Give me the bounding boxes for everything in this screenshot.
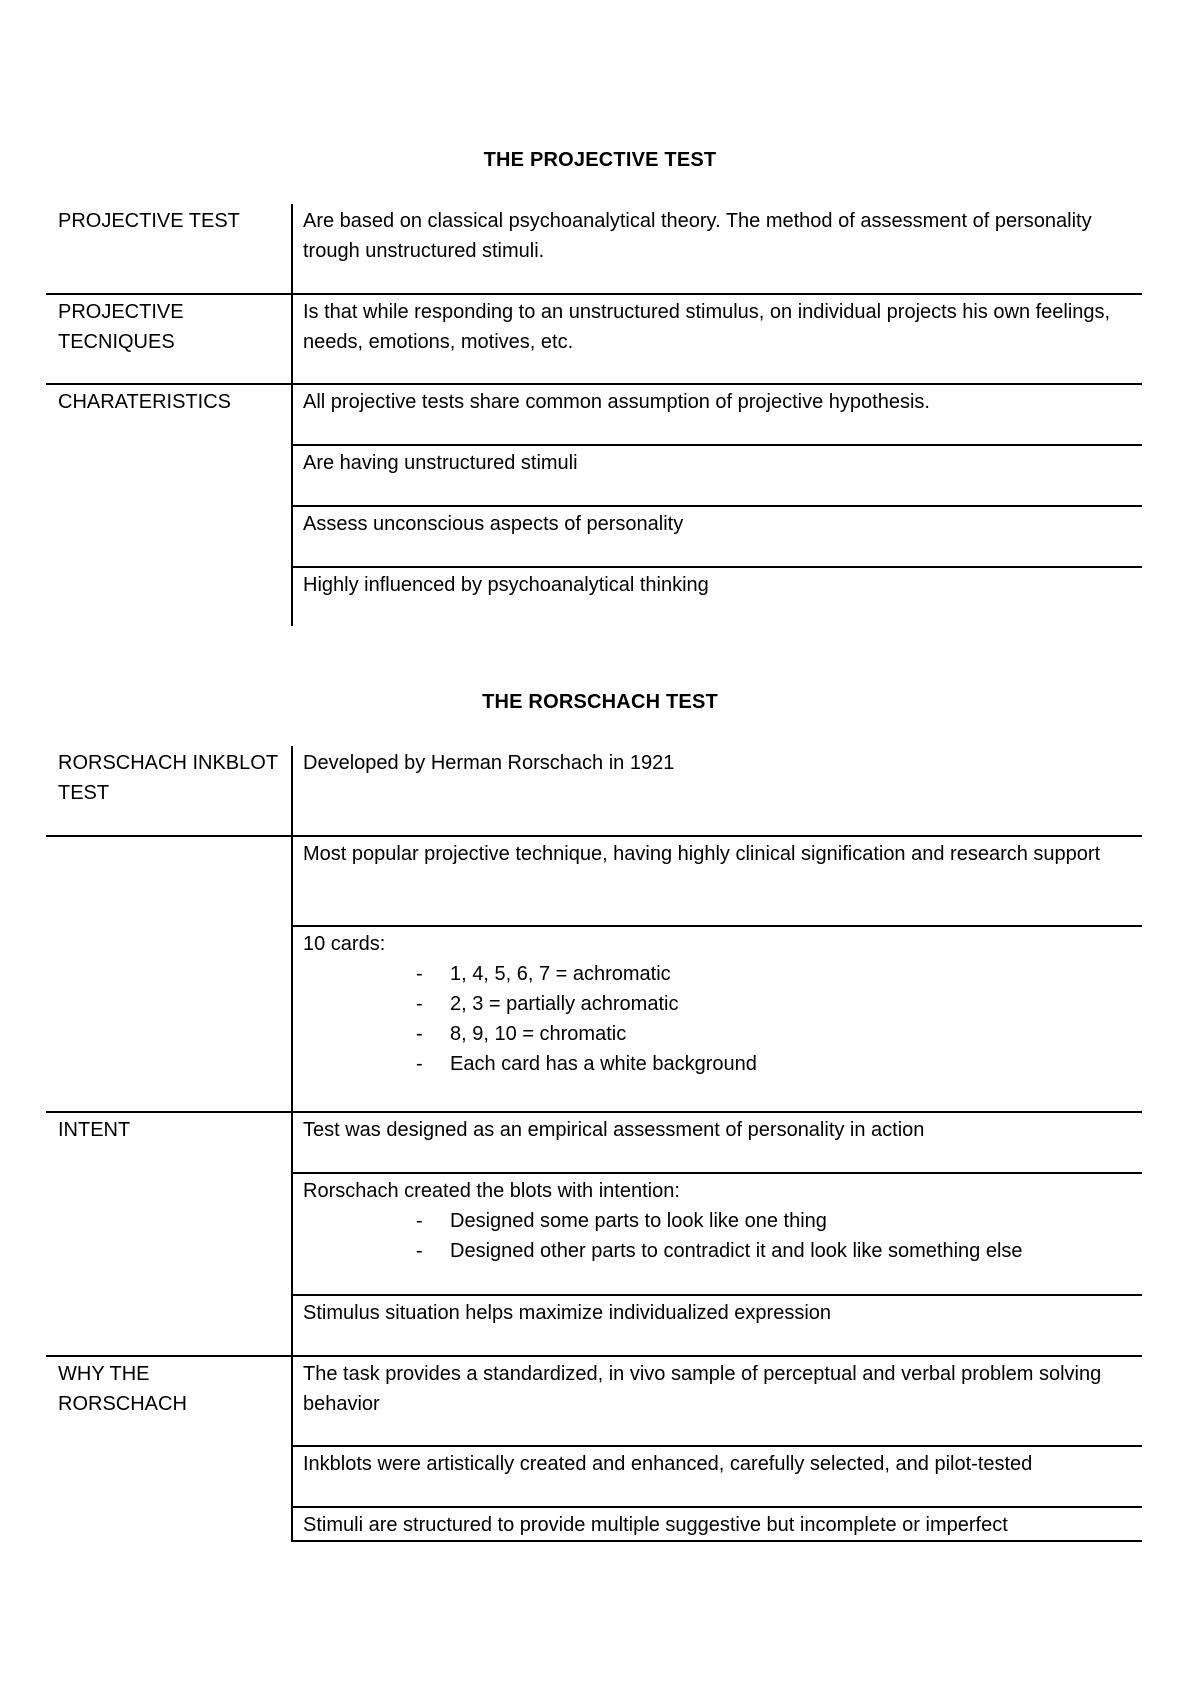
row-text: 10 cards: xyxy=(303,933,386,955)
table-row xyxy=(46,294,1142,384)
row-label xyxy=(46,1173,292,1295)
row-text: Assess unconscious aspects of personality xyxy=(292,506,1142,567)
table-row xyxy=(46,1173,1142,1295)
table-row xyxy=(46,506,1142,567)
row-label xyxy=(46,567,292,626)
table-row xyxy=(46,384,1142,445)
row-label: RORSCHACH INKBLOT TEST xyxy=(46,746,292,836)
section-title-rorschach-test: THE RORSCHACH TEST xyxy=(482,691,718,713)
list-item: - Designed other parts to contradict it and look like something else xyxy=(416,1236,1134,1266)
table-row xyxy=(46,1356,1142,1446)
list-item: - 2, 3 = partially achromatic xyxy=(416,989,1134,1019)
table-row xyxy=(46,1112,1142,1173)
row-text: Rorschach created the blots with intention: xyxy=(303,1180,680,1202)
row-text: Developed by Herman Rorschach in 1921 xyxy=(292,746,1142,836)
row-label: INTENT xyxy=(46,1112,292,1173)
row-label xyxy=(46,1507,292,1541)
row-intention xyxy=(292,1173,1142,1295)
row-text: Is that while responding to an unstructured stimulus, on individual projects his own feelings, needs, emotions, motives, etc. xyxy=(292,294,1142,384)
section-title-projective-test: THE PROJECTIVE TEST xyxy=(483,149,717,171)
projective-test-table xyxy=(46,204,1142,626)
intention-list xyxy=(303,1206,1134,1266)
table-row xyxy=(46,746,1142,836)
table-row xyxy=(46,1507,1142,1541)
table-row xyxy=(46,1446,1142,1507)
table-row xyxy=(46,1295,1142,1356)
list-item: - 1, 4, 5, 6, 7 = achromatic xyxy=(416,959,1134,989)
row-cards xyxy=(292,926,1142,1112)
list-item: - Designed some parts to look like one thing xyxy=(416,1206,1134,1236)
row-text: Inkblots were artistically created and enhanced, carefully selected, and pilot-tested xyxy=(292,1446,1142,1507)
row-text: Highly influenced by psychoanalytical thinking xyxy=(303,574,709,596)
table-row xyxy=(46,567,1142,626)
row-text: All projective tests share common assumption of projective hypothesis. xyxy=(292,384,1142,445)
row-text: Stimuli are structured to provide multiple suggestive but incomplete or imperfect xyxy=(292,1507,1142,1541)
card-list xyxy=(303,959,1134,1079)
row-label xyxy=(46,1295,292,1356)
row-text: Test was designed as an empirical assessment of personality in action xyxy=(292,1112,1142,1173)
table-row xyxy=(46,204,1142,294)
row-label xyxy=(46,926,292,1112)
row-label xyxy=(46,445,292,506)
row-text: Stimulus situation helps maximize individualized expression xyxy=(292,1295,1142,1356)
row-label xyxy=(46,836,292,926)
row-label: WHY THE RORSCHACH xyxy=(46,1356,292,1446)
row-text: The task provides a standardized, in vivo sample of perceptual and verbal problem solving behavior xyxy=(292,1356,1142,1446)
row-label: PROJECTIVE TECNIQUES xyxy=(46,294,292,384)
row-text: Most popular projective technique, having highly clinical signification and research support xyxy=(292,836,1142,926)
row-text: Are having unstructured stimuli xyxy=(292,445,1142,506)
list-item: - 8, 9, 10 = chromatic xyxy=(416,1019,1134,1049)
row-text: Are based on classical psychoanalytical theory. The method of assessment of personality trough unstructured stimuli. xyxy=(292,204,1142,294)
row-label: PROJECTIVE TEST xyxy=(46,204,292,294)
rorschach-test-table xyxy=(46,746,1142,1542)
table-row xyxy=(46,836,1142,926)
row-label xyxy=(46,506,292,567)
table-row xyxy=(46,926,1142,1112)
row-label xyxy=(46,1446,292,1507)
table-row xyxy=(46,445,1142,506)
list-item: - Each card has a white background xyxy=(416,1049,1134,1079)
row-label: CHARATERISTICS xyxy=(46,384,292,445)
